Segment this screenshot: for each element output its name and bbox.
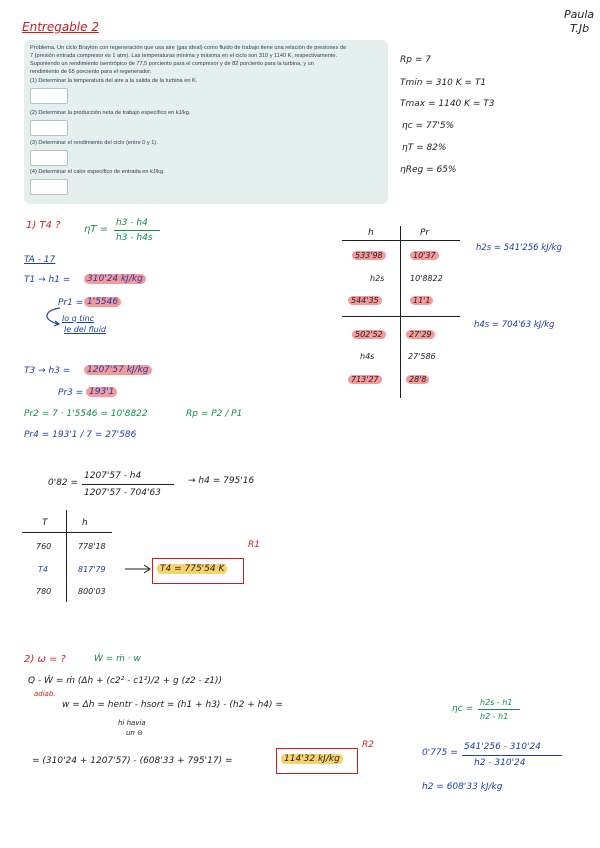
rtable-header-pr: Pr bbox=[420, 228, 430, 238]
rtable-pr: 27'586 bbox=[408, 352, 436, 361]
answer-1-box bbox=[152, 558, 244, 584]
note-line-2: le del fluid bbox=[64, 325, 106, 334]
note-hi-havia: hi havia bbox=[118, 719, 146, 727]
h4-result: → h4 = 795'16 bbox=[188, 476, 255, 486]
rtable-h: 713'27 bbox=[348, 375, 382, 384]
eta-c-denominator: h2 - h1 bbox=[480, 712, 509, 721]
t3-line: T3 → h3 = bbox=[24, 366, 71, 376]
compressor-calc-denominator: h2 - 310'24 bbox=[474, 758, 526, 768]
question-4: (4) Determinar el calor específico de entrada en kJ/kg. bbox=[30, 169, 165, 175]
h2-result: h2 = 608'33 kJ/kg bbox=[422, 782, 503, 792]
problem-statement bbox=[24, 40, 388, 204]
interp-row-t: 780 bbox=[36, 587, 52, 596]
eta-t-formula: ηT = bbox=[84, 224, 109, 235]
h1-value: 310'24 kJ/kg bbox=[84, 274, 146, 284]
answer-input-1[interactable] bbox=[30, 88, 68, 104]
rtable-h: h2s bbox=[370, 274, 385, 283]
problem-line: Problema. Un ciclo Brayton con regeneración que usa aire (gas ideal) como fluido de trabajo tiene una relación de presiones de bbox=[30, 45, 347, 51]
pr2-line: Pr2 = 7 · 1'5546 = 10'8822 bbox=[24, 409, 148, 419]
eta-t-numerator: h3 - h4 bbox=[116, 218, 148, 228]
h2s-result: h2s = 541'256 kJ/kg bbox=[476, 243, 562, 253]
author-signature-initials: T.Jb bbox=[570, 22, 590, 35]
work-final-calc: = (310'24 + 1207'57) - (608'33 + 795'17) = bbox=[32, 756, 233, 766]
answer-input-2[interactable] bbox=[30, 120, 68, 136]
given-tmin: Tmin = 310 K = T1 bbox=[400, 78, 487, 88]
pr4-line: Pr4 = 193'1 / 7 = 27'586 bbox=[24, 430, 137, 440]
compressor-calc-numerator: 541'256 - 310'24 bbox=[464, 742, 541, 752]
table-reference: TA - 17 bbox=[24, 255, 56, 265]
adiabatic-note: adiab. bbox=[34, 690, 56, 698]
turbine-equation-denominator: 1207'57 - 704'63 bbox=[84, 488, 161, 498]
interp-row-h: 778'18 bbox=[78, 542, 106, 551]
rtable-h: 544'35 bbox=[348, 296, 382, 305]
pr3-value: 193'1 bbox=[86, 387, 117, 397]
note-line-1: lo q tinc bbox=[62, 314, 95, 323]
question-3: (3) Determinar el rendimiento del ciclo (entre 0 y 1). bbox=[30, 140, 158, 146]
answer-1: T4 = 775'54 K bbox=[157, 564, 227, 574]
interp-row-h: 800'03 bbox=[78, 587, 106, 596]
turbine-equation-left: 0'82 = bbox=[48, 478, 79, 488]
rtable-pr: 27'29 bbox=[406, 330, 435, 339]
rtable-pr: 28'8 bbox=[406, 375, 429, 384]
problem-line: rendimiento de 65 porciento para el regenerador: bbox=[30, 69, 152, 75]
rtable-h: h4s bbox=[360, 352, 375, 361]
part2-label: 2) ω = ? bbox=[24, 654, 66, 665]
page-title: Entregable 2 bbox=[22, 20, 99, 34]
part1-label: 1) T4 ? bbox=[26, 220, 61, 231]
given-rp: Rp = 7 bbox=[400, 55, 431, 65]
rtable-header-h: h bbox=[368, 228, 374, 238]
answer-input-3[interactable] bbox=[30, 150, 68, 166]
result-label-r2: R2 bbox=[362, 740, 374, 750]
note-un: un ⊖ bbox=[126, 729, 143, 737]
rp-relation: Rp = P2 / P1 bbox=[186, 409, 243, 419]
t1-line: T1 → h1 = bbox=[24, 275, 71, 285]
rtable-h: 502'52 bbox=[352, 330, 386, 339]
arrow-icon bbox=[40, 306, 64, 328]
h3-value: 1207'57 kJ/kg bbox=[84, 365, 152, 375]
pr3-label: Pr3 = bbox=[58, 388, 84, 398]
interp-row-h: 817'79 bbox=[78, 565, 106, 574]
rtable-h: 533'98 bbox=[352, 251, 386, 260]
h4s-result: h4s = 704'63 kJ/kg bbox=[474, 320, 555, 330]
problem-line: 7 (presión entrada compresor es 1 atm). Las temperaturas mínima y máxima en el ciclo son 310 y 1140 K, respectivamente. bbox=[30, 53, 338, 59]
arrow-icon bbox=[124, 564, 152, 574]
interp-header-t: T bbox=[42, 518, 48, 528]
energy-equation: Q - Ẇ = ṁ (Δh + (c2² - c1²)/2 + g (z2 - z1)) bbox=[28, 676, 223, 686]
pr1-value: 1'5546 bbox=[84, 297, 121, 307]
eta-c-formula: ηc = bbox=[452, 704, 474, 714]
given-tmax: Tmax = 1140 K = T3 bbox=[400, 99, 495, 109]
answer-2: 114'32 kJ/kg bbox=[281, 754, 343, 764]
eta-c-numerator: h2s - h1 bbox=[480, 698, 513, 707]
answer-input-4[interactable] bbox=[30, 179, 68, 195]
interp-row-t: T4 bbox=[38, 565, 48, 574]
compressor-calc-left: 0'775 = bbox=[422, 748, 458, 758]
given-eta-reg: ηReg = 65% bbox=[400, 165, 457, 175]
rtable-pr: 10'8822 bbox=[410, 274, 443, 283]
author-signature-name: Paula bbox=[564, 8, 595, 21]
rtable-pr: 10'37 bbox=[410, 251, 439, 260]
answer-2-box bbox=[276, 748, 358, 774]
interp-header-h: h bbox=[82, 518, 88, 528]
pr1-label: Pr1 = bbox=[58, 298, 84, 308]
turbine-equation-numerator: 1207'57 - h4 bbox=[84, 471, 142, 481]
question-1: (1) Determinar la temperatura del aire a la salida de la turbina en K. bbox=[30, 78, 198, 84]
eta-t-denominator: h3 - h4s bbox=[116, 233, 153, 243]
power-relation: Ẇ = ṁ · w bbox=[94, 654, 141, 664]
given-eta-t: ηT = 82% bbox=[402, 143, 447, 153]
interp-row-t: 760 bbox=[36, 542, 52, 551]
work-equation: w = Δh = hentr - hsort = (h1 + h3) - (h2 + h4) = bbox=[62, 700, 283, 710]
result-label-r1: R1 bbox=[248, 540, 260, 550]
problem-line: Suponiendo un rendimiento isentrópico de 77,5 porciento para el compresor y de 82 porciento para la turbina, y un bbox=[30, 61, 314, 67]
rtable-pr: 11'1 bbox=[410, 296, 433, 305]
question-2: (2) Determinar la producción neta de trabajo específico en kJ/kg. bbox=[30, 110, 191, 116]
given-eta-c: ηc = 77'5% bbox=[402, 121, 455, 131]
